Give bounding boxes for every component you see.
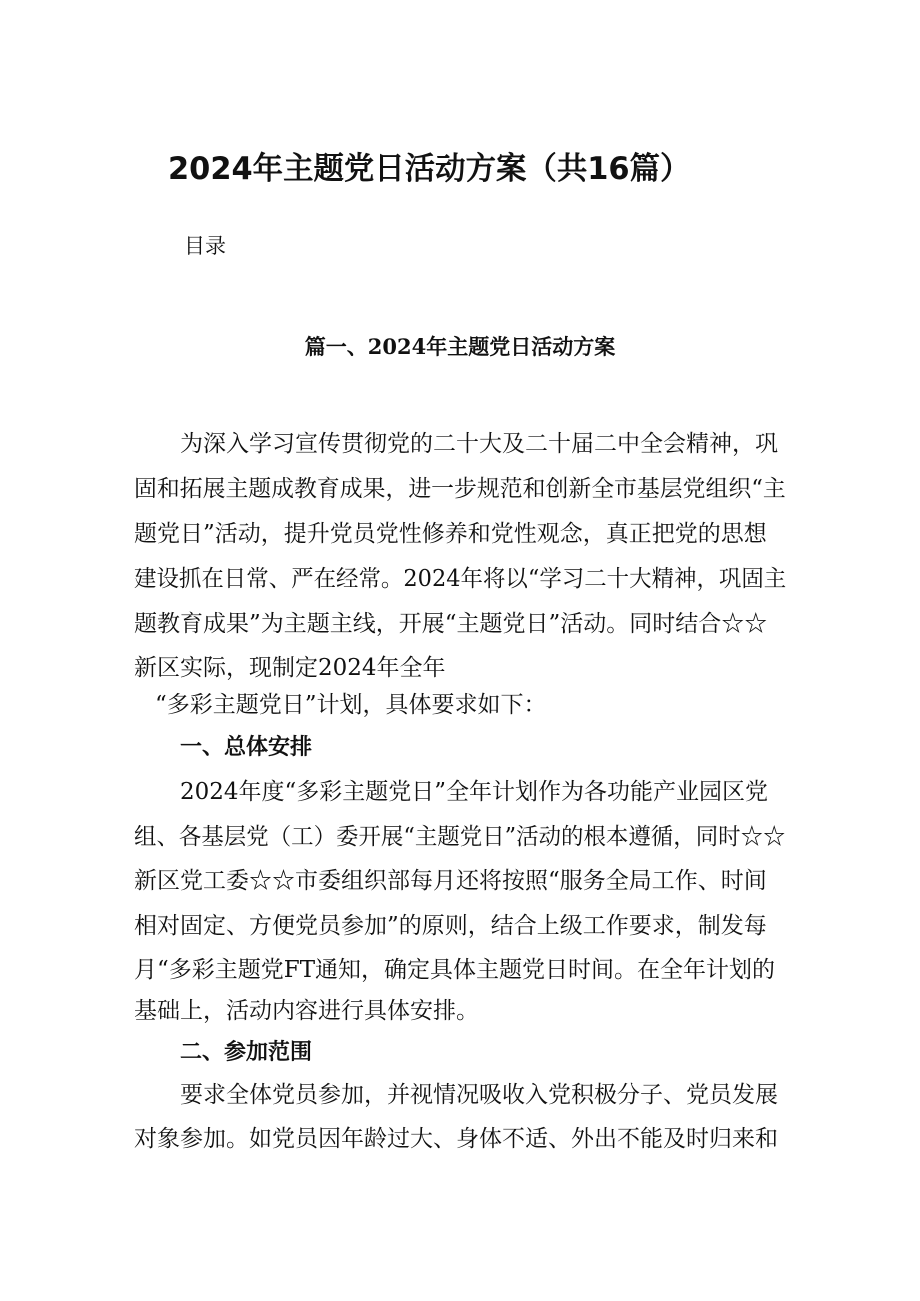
paragraph-line: 月“多彩主题党FT通知，确定具体主题党日时间。在全年计划的 — [134, 957, 776, 983]
paragraph-line: 基础上，活动内容进行具体安排。 — [134, 998, 479, 1024]
paragraph-line: 建设抓在日常、严在经常。2024年将以“学习二十大精神，巩固主 — [134, 566, 787, 592]
toc-label: 目录 — [184, 234, 226, 258]
paragraph-line: 为深入学习宣传贯彻党的二十大及二十届二中全会精神，巩 — [180, 431, 778, 457]
paragraph-line: 对象参加。如党员因年龄过大、身体不适、外出不能及时归来和 — [134, 1126, 778, 1152]
document-title: 2024年主题党日活动方案（共16篇） — [168, 151, 691, 187]
heading-participation-scope: 二、参加范围 — [180, 1040, 313, 1065]
paragraph-line: 新区党工委☆☆市委组织部每月还将按照“服务全局工作、时间 — [134, 868, 767, 894]
section-title: 篇一、2024年主题党日活动方案 — [304, 334, 616, 359]
paragraph-line: 题党日”活动，提升党员党性修养和党性观念，真正把党的思想 — [134, 521, 767, 547]
paragraph-line: 相对固定、方便党员参加”的原则，结合上级工作要求，制发每 — [134, 913, 767, 939]
paragraph-line: 题教育成果”为主题主线，开展“主题党日”活动。同时结合☆☆ — [134, 611, 768, 637]
paragraph-line: 组、各基层党（工）委开展“主题党日”活动的根本遵循，同时☆☆ — [134, 824, 786, 850]
paragraph-line: 新区实际，现制定2024年全年 — [134, 655, 446, 681]
paragraph-line: 固和拓展主题成教育成果，进一步规范和创新全市基层党组织“主 — [134, 476, 786, 502]
paragraph-line: 要求全体党员参加，并视情况吸收入党积极分子、党员发展 — [180, 1082, 778, 1108]
paragraph-line: 2024年度“多彩主题党日”全年计划作为各功能产业园区党 — [180, 779, 769, 805]
paragraph-line: “多彩主题党日”计划，具体要求如下： — [155, 692, 547, 718]
heading-overall-arrangement: 一、总体安排 — [180, 735, 313, 760]
